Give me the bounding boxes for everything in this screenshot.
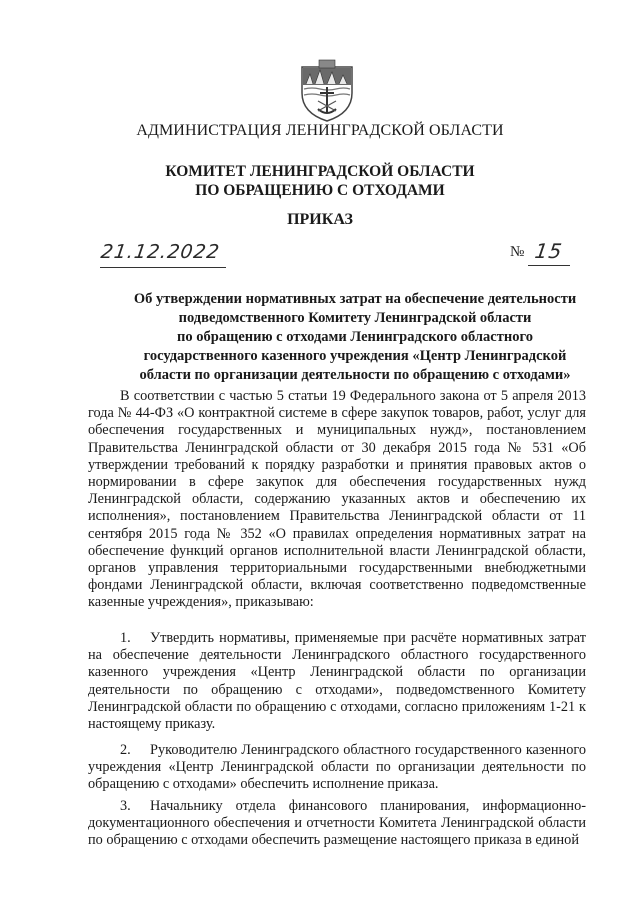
handwritten-number: 15 — [533, 239, 565, 263]
committee-name — [0, 162, 640, 200]
subject-line: подведомственного Комитету Ленинградской области — [178, 310, 532, 326]
subject-line: области по организации деятельности по обращению с отходами» — [139, 367, 571, 383]
order-item-text: Начальнику отдела финансового планирования, информационно-документационного обеспечения и отчетности Комитета Ленинградской области по обращению с отходами обеспечить размещение настоящего приказа в единой — [88, 798, 586, 849]
subject-line: государственного казенного учреждения «Центр Ленинградской — [143, 348, 567, 364]
order-item-number: 1. — [120, 630, 131, 646]
coat-of-arms-emblem-icon — [298, 57, 356, 123]
order-item-text: Утвердить нормативы, применяемые при расчёте нормативных затрат на обеспечение деятельности Ленинградского областного государственного казенного учреждения «Центр Ленинградской области по организации деятельности по обращению с отходами», подведомственного Комитету Ленинградской области по обращению с отходами, согласно приложениям 1-21 к настоящему приказу. — [88, 630, 586, 733]
document-type-title: ПРИКАЗ — [287, 211, 353, 228]
organization-name: АДМИНИСТРАЦИЯ ЛЕНИНГРАДСКОЙ ОБЛАСТИ — [136, 122, 504, 139]
order-item-number: 2. — [120, 742, 131, 758]
subject-line: Об утверждении нормативных затрат на обеспечение деятельности — [133, 291, 577, 307]
intro-paragraph: В соответствии с частью 5 статьи 19 Федерального закона от 5 апреля 2013 года № 44-ФЗ «О контрактной системе в сфере закупок товаров, работ, услуг для обеспечения государственных и муниципальных нужд», постановлением Правительства Ленинградской области от 30 декабря 2015 года № 531 «Об утверждении требований к порядку разработки и принятия правовых актов о нормировании в сфере закупок для обеспечения государственных нужд Ленинградской области, содержанию указанных актов и обеспечению их исполнения», постановлением Правительства Ленинградской области от 11 сентября 2015 года № 352 «О правилах определения нормативных затрат на обеспечение функций органов исполнительной власти Ленинградской области, органов управления территориальными государственными внебюджетными фондами Ленинградской области, включая соответственно подведомственные казенные учреждения», приказываю: — [88, 388, 586, 611]
order-item-1 — [88, 630, 586, 733]
order-item-3 — [88, 798, 586, 850]
order-item-2 — [88, 742, 586, 794]
number-label: № — [510, 244, 525, 260]
subject-line: по обращению с отходами Ленинградского областного — [177, 329, 533, 345]
committee-name-line-1: КОМИТЕТ ЛЕНИНГРАДСКОЙ ОБЛАСТИ — [165, 163, 475, 180]
handwritten-date: 21.12.2022 — [99, 241, 222, 263]
committee-name-line-2: ПО ОБРАЩЕНИЮ С ОТХОДАМИ — [195, 182, 445, 199]
document-subject — [100, 290, 610, 385]
order-item-text: Руководителю Ленинградского областного государственного казенного учреждения «Центр Ленинградской области по организации деятельности по обращению с отходами» обеспечить исполнение приказа. — [88, 742, 586, 793]
order-item-number: 3. — [120, 798, 131, 814]
